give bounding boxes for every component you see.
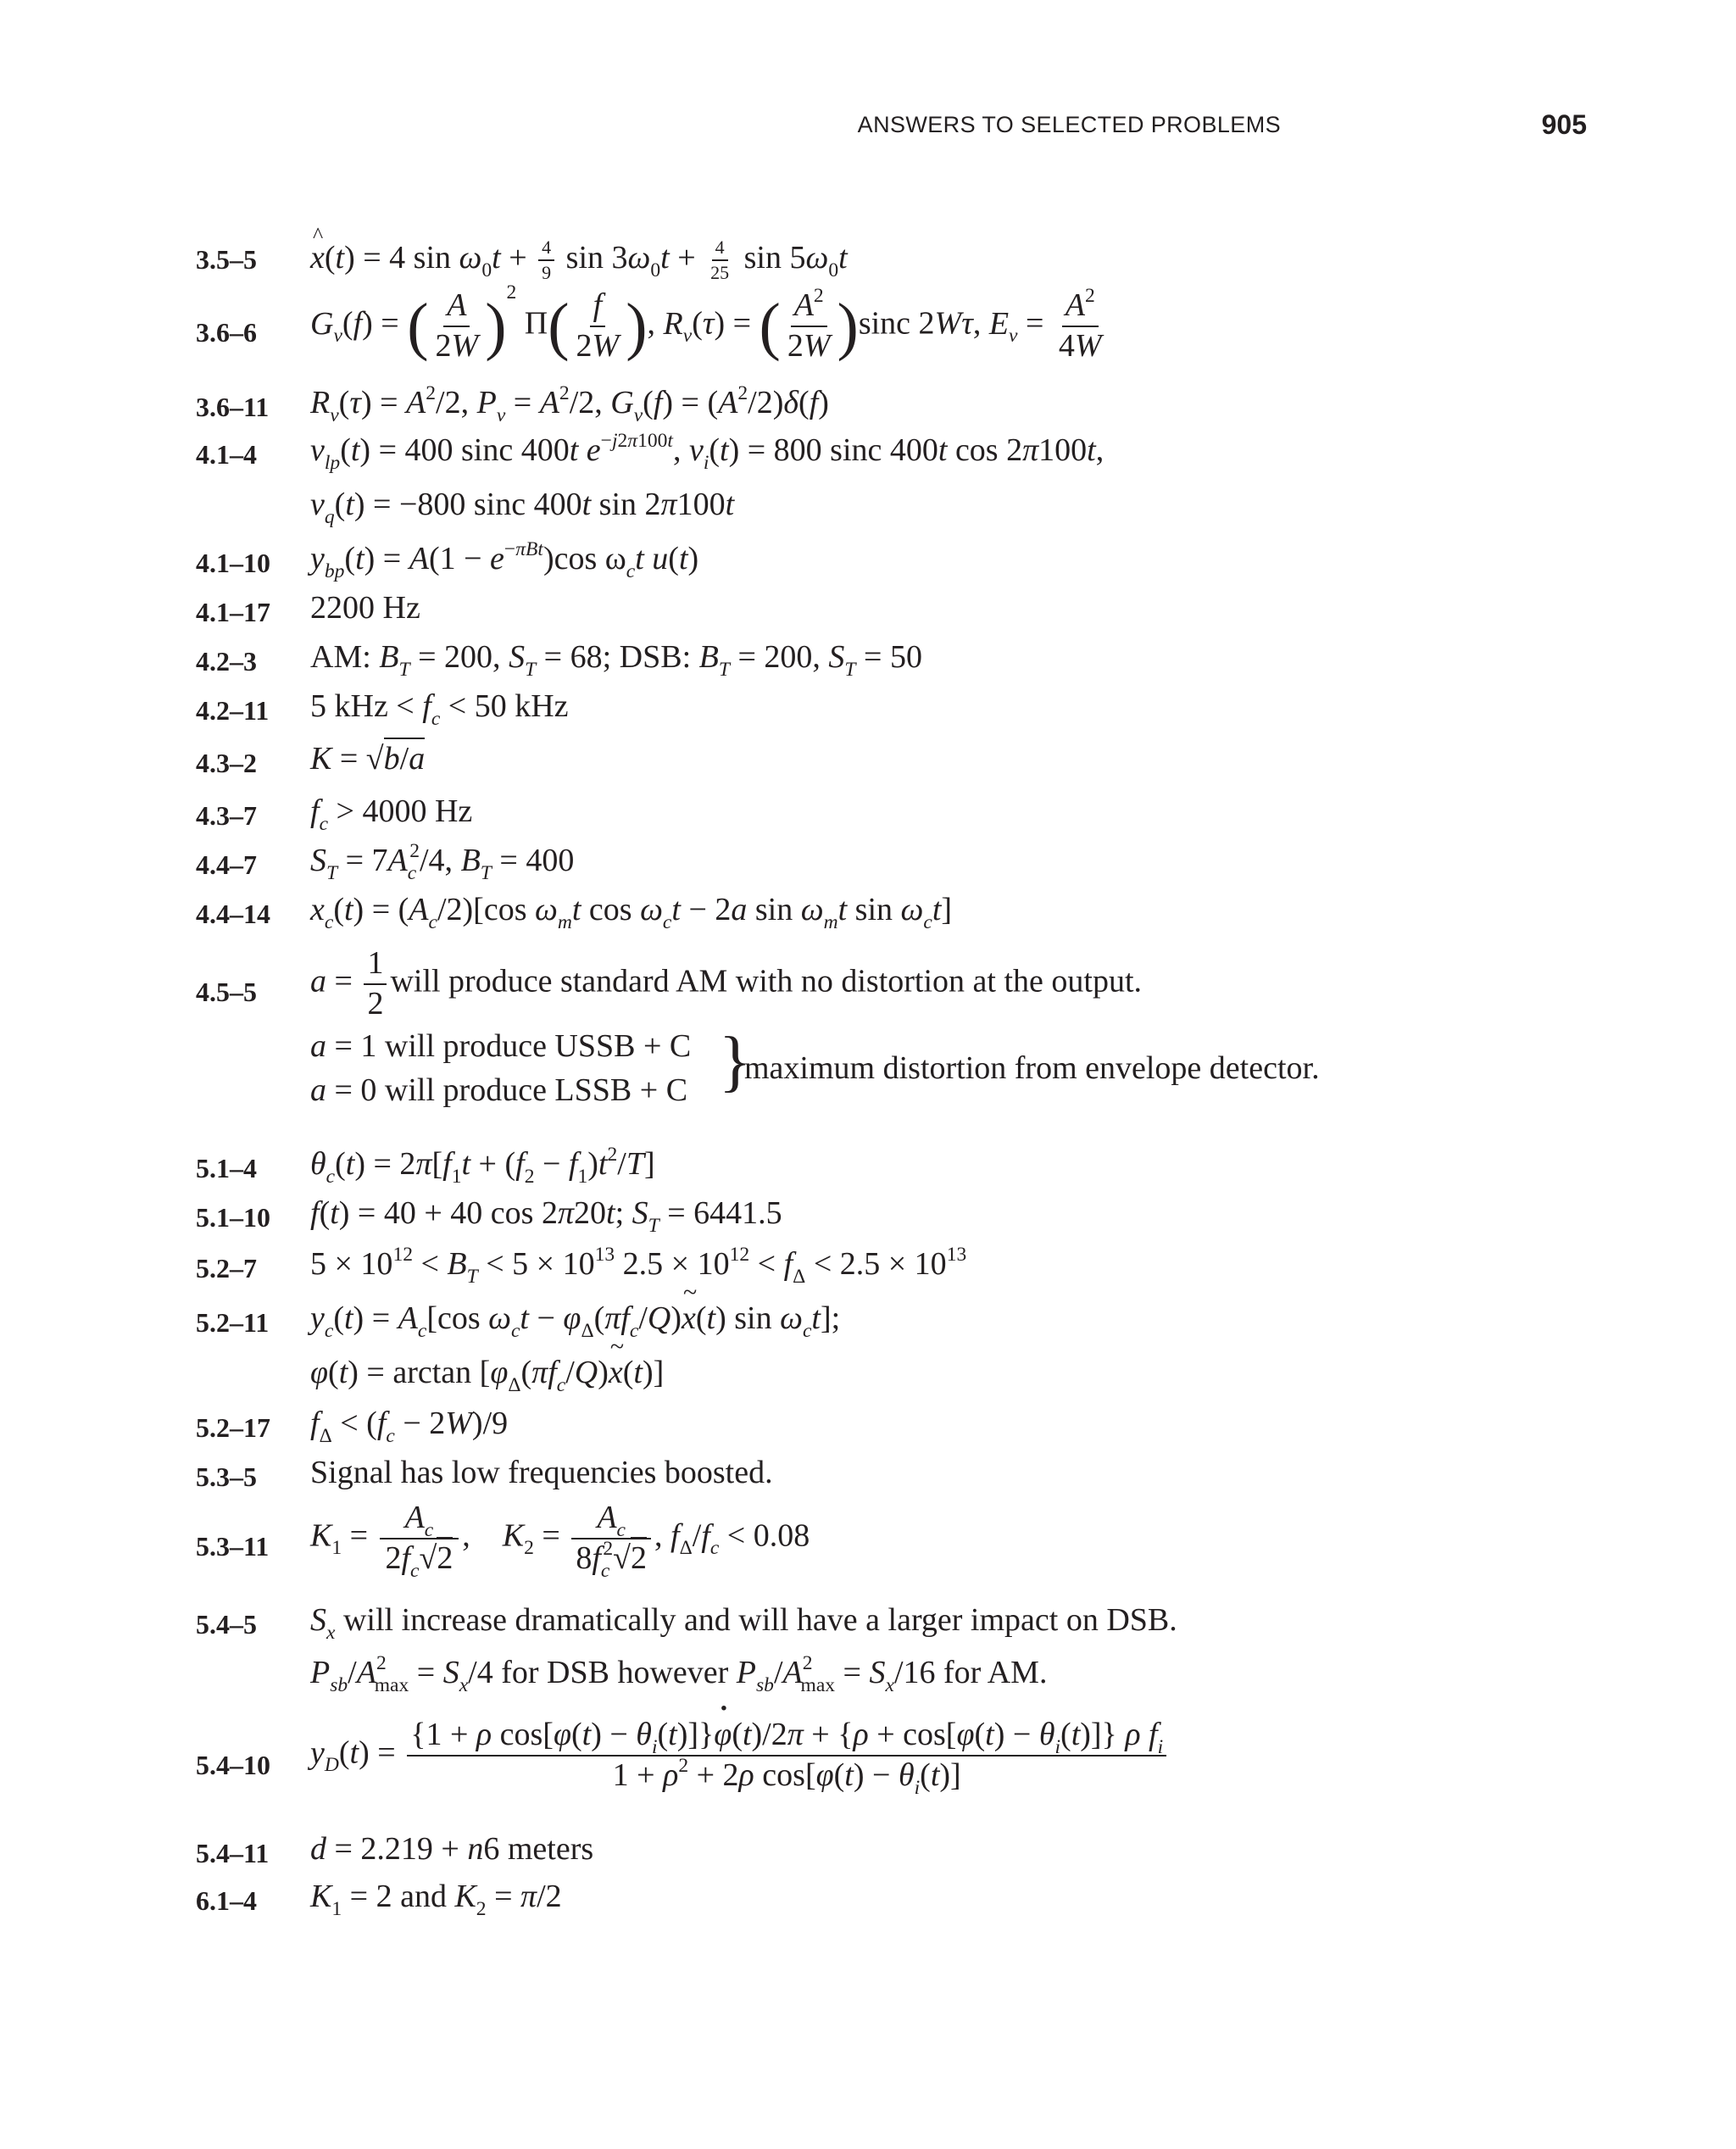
answer-formula: $y_D(t)$ = {1 + ρ $\cos[\varphi(t) - \theta_i(t)]\}\cdot \varphi(t)/2\pi + \{\rho + \cos[\varphi(t) - \theta_i(t)]\}$ ρ $f_i$ $1 + \rho^2 + 2\rho$ $\cos[\varphi(t) - \theta_i(t)]$ (310, 1718, 1170, 1794)
answer-formula: $f_c > 4000$ Hz (310, 793, 473, 835)
problem-number: 6.1–4 (196, 1885, 257, 1916)
problem-number: 5.4–11 (196, 1838, 270, 1868)
problem-number: 5.2–17 (196, 1412, 270, 1443)
answer-formula: K = √b/a (310, 743, 425, 775)
page-number: 905 (1541, 109, 1587, 140)
answer-formula: Signal has low frequencies boosted. (310, 1455, 773, 1490)
answer-formula-continuation: $v_q(t) = -800$ sinc 400t sin 2π100t (310, 487, 735, 528)
answer-formula: $v_{lp}(t) = 400$ sinc 400t $e^{-j2\pi 100t}$, $v_i(t) = 800$ sinc 400t cos 2π100t, (310, 430, 1104, 474)
answer-formula: 2200 Hz (310, 590, 420, 626)
answer-4-5-5-cases (310, 1024, 691, 1112)
problem-number: 5.1–10 (196, 1202, 270, 1233)
answer-formula: $y_c(t) = A_c[\cos$ $\omega_ct$ − $\varphi_\Delta(\pi f_c/Q)\sim$ x(t) $\sin \omega_ct$]; (310, 1302, 840, 1334)
problem-number: 5.2–11 (196, 1307, 270, 1338)
problem-number: 4.5–5 (196, 977, 257, 1007)
answer-formula-continuation: $P_{sb}/A^2_{max} = S_x/4$ for DSB however $P_{sb}/A^2_{max} = S_x/16$ for AM. (310, 1652, 1048, 1696)
answer-formula: ^ x(t) = 4 $\sin \omega_0t$ + $\frac{4}{9}$ $\sin 3\omega_0t$ + $\frac{4}{25}$ $\sin 5\omega_0t$ (310, 237, 848, 283)
answer-formula: $\theta_c(t) = 2\pi[f_1t + (f_2 - f_1)t^2/T]$ (310, 1144, 655, 1188)
problem-number: 5.3–5 (196, 1461, 257, 1492)
answer-formula: AM: $B_T = 200$, $S_T = 68$; DSB: $B_T = 200$, $S_T = 50$ (310, 639, 922, 681)
answer-formula: $R_v(\tau) = A^2/2$, $P_v = A^2/2$, $G_v(f) = (A^2/2)\delta(f)$ (310, 382, 829, 426)
answer-formula: $K_1 = 2$ and $K_2 = \pi/2$ (310, 1879, 562, 1920)
answer-formula: $y_{bp}(t) = A(1 - e^{-\pi Bt})\cos$ $\omega_ct$ u(t) (310, 538, 699, 582)
running-head-title: ANSWERS TO SELECTED PROBLEMS (857, 112, 1281, 137)
answer-formula: $S_x$ will increase dramatically and will have a larger impact on DSB. (310, 1602, 1177, 1644)
answer-formula-continuation: $\varphi(t) = \arctan [\varphi_\Delta(\pi f_c/Q)\sim$ x(t)] (310, 1356, 664, 1389)
answer-formula: 5 kHz < $f_c < 50$ kHz (310, 688, 569, 730)
problem-number: 5.4–10 (196, 1750, 270, 1780)
brace-note: maximum distortion from envelope detector. (744, 1050, 1320, 1086)
problem-number: 5.3–11 (196, 1531, 270, 1562)
problem-number: 4.2–11 (196, 695, 270, 726)
problem-number: 3.6–6 (196, 317, 257, 348)
problem-number: 4.3–2 (196, 748, 257, 778)
problem-number: 3.6–11 (196, 392, 270, 422)
problem-number: 4.3–7 (196, 800, 257, 831)
problem-number: 4.1–4 (196, 439, 257, 470)
answer-formula: $K_1$ = $\frac{A_c}{2f_c√2}$ , $K_2$ = $\frac{A_c}{8f_c^2√2}$ , $f_\Delta/f_c < 0.08$ (310, 1500, 810, 1582)
answer-formula: f(t) = 40 + 40 cos 2π20t; $S_T = 6441.5$ (310, 1195, 782, 1237)
answer-formula: $G_v(f)$ = ( $\frac{A}{2W}$ )$^2$ Π( $\frac{f}{2W}$ ), $R_v(\tau)$ = ( $\frac{A^2}{2W}$ )sinc 2Wτ, $E_v$ = $\frac{A^2}{4W}$ (310, 281, 1102, 364)
problem-number: 3.5–5 (196, 244, 257, 275)
answer-formula: $5 \times 10^{12} < B_T < 5 \times 10^{13}$ $2.5 \times 10^{12} < f_\Delta < 2.5 \times 10^{13}$ (310, 1244, 967, 1288)
case-line: a = 0 will produce LSSB + C (310, 1072, 688, 1108)
answer-formula: a = $\frac{1}{2}$ will produce standard AM with no distortion at the output. (310, 945, 1142, 1022)
problem-number: 4.4–7 (196, 849, 257, 880)
problem-number: 5.2–7 (196, 1253, 257, 1283)
problem-number: 4.2–3 (196, 646, 257, 676)
answer-formula: d = 2.219 + n6 meters (310, 1831, 594, 1867)
running-header (0, 109, 1736, 146)
problem-number: 4.4–14 (196, 899, 270, 929)
problem-number: 4.1–10 (196, 548, 270, 578)
problem-number: 5.1–4 (196, 1153, 257, 1183)
answer-formula: $f_\Delta < (f_c - 2W)/9$ (310, 1406, 509, 1447)
problem-number: 5.4–5 (196, 1609, 257, 1640)
problem-number: 4.1–17 (196, 597, 270, 627)
answer-formula: $S_T = 7A_c^2/4$, $B_T = 400$ (310, 840, 575, 884)
right-brace: } (719, 1024, 752, 1099)
case-line: a = 1 will produce USSB + C (310, 1028, 692, 1064)
answer-formula: $x_c(t) = (A_c/2)[\cos$ $\omega_mt$ $\cos \omega_ct - 2a$ $\sin \omega_mt$ $\sin \omega_ct$] (310, 892, 953, 933)
